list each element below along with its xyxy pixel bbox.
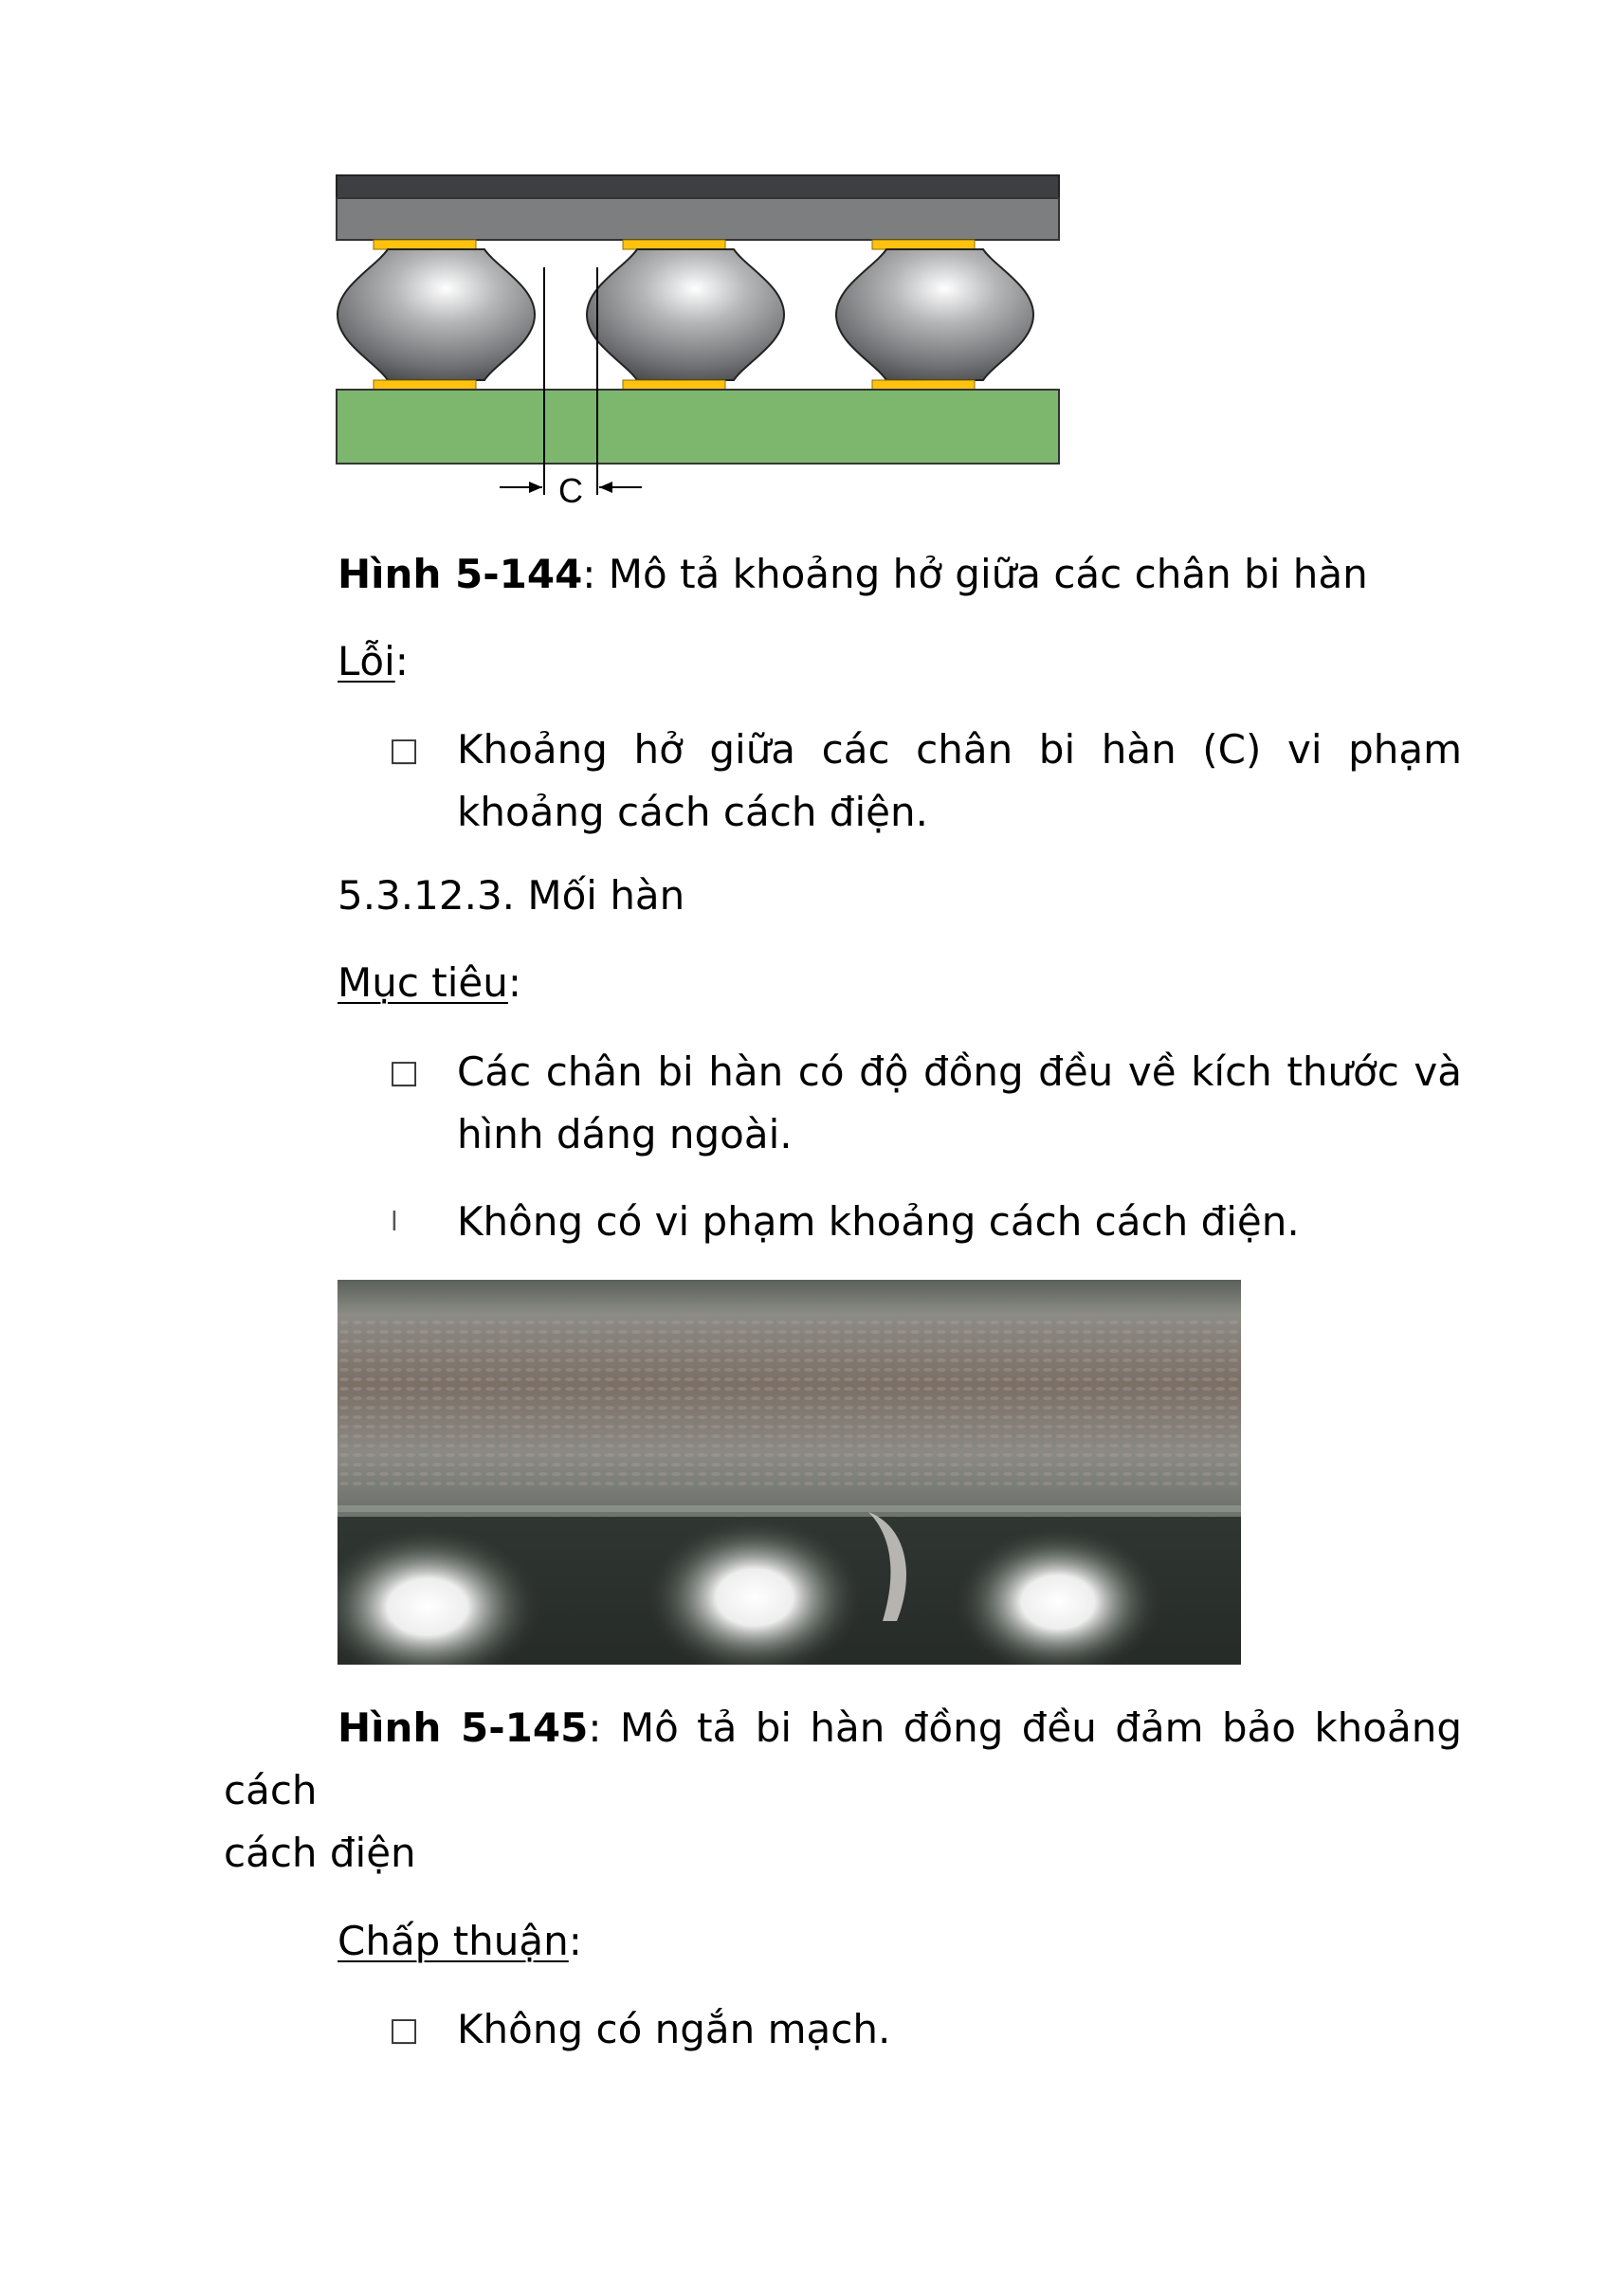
bullet-square: □ — [389, 2011, 420, 2049]
upper-pad — [623, 240, 725, 249]
solder-ball — [587, 249, 784, 380]
figure-145-caption-line3: cách điện — [224, 1830, 416, 1876]
section-title: 5.3.12.3. Mối hàn — [338, 872, 685, 919]
bullet-square: □ — [389, 731, 420, 769]
defect-item-line2: khoảng cách cách điện. — [457, 789, 928, 835]
target-item-1-line1: Các chân bi hàn có độ đồng đều về kích thước và — [457, 1048, 1462, 1095]
figure-145-caption-line2: cách — [224, 1767, 318, 1813]
defect-item-line1: Khoảng hở giữa các chân bi hàn (C) vi phạm — [457, 726, 1462, 773]
lower-pad — [872, 380, 975, 390]
upper-pad — [872, 240, 975, 249]
arrowhead-left — [529, 482, 542, 493]
solder-balls-photo — [338, 1280, 1241, 1665]
figure-145-caption — [338, 1697, 1462, 1759]
bga-clearance-diagram — [334, 173, 1073, 514]
component-body — [337, 198, 1059, 240]
target-heading: Mục tiêu: — [338, 959, 522, 1006]
component-top-layer — [337, 175, 1059, 198]
accept-item-1: Không có ngắn mạch. — [457, 2006, 891, 2052]
arrowhead-right — [599, 482, 612, 493]
accept-heading: Chấp thuận: — [338, 1918, 582, 1964]
figure-145-label: Hình 5-145 — [338, 1704, 589, 1751]
solder-balls-photo-image — [338, 1280, 1241, 1665]
bullet-square: □ — [389, 1053, 420, 1091]
bullet-bar: l — [391, 1206, 398, 1237]
target-item-2: Không có vi phạm khoảng cách cách điện. — [457, 1198, 1300, 1245]
lower-pad — [374, 380, 476, 390]
solder-ball — [338, 249, 535, 380]
clearance-label: C — [558, 471, 583, 510]
figure-144-label: Hình 5-144 — [338, 551, 583, 597]
defect-heading: Lỗi: — [338, 638, 409, 684]
target-item-1-line2: hình dáng ngoài. — [457, 1111, 793, 1157]
figure-145-caption-text: : Mô tả bi hàn đồng đều đảm bảo khoảng — [588, 1704, 1463, 1751]
circuit-board — [337, 390, 1059, 464]
upper-pad — [374, 240, 476, 249]
figure-144-caption — [338, 543, 1368, 606]
lower-pad — [623, 380, 725, 390]
solder-ball — [836, 249, 1033, 380]
figure-144-caption-text: : Mô tả khoảng hở giữa các chân bi hàn — [582, 551, 1368, 597]
